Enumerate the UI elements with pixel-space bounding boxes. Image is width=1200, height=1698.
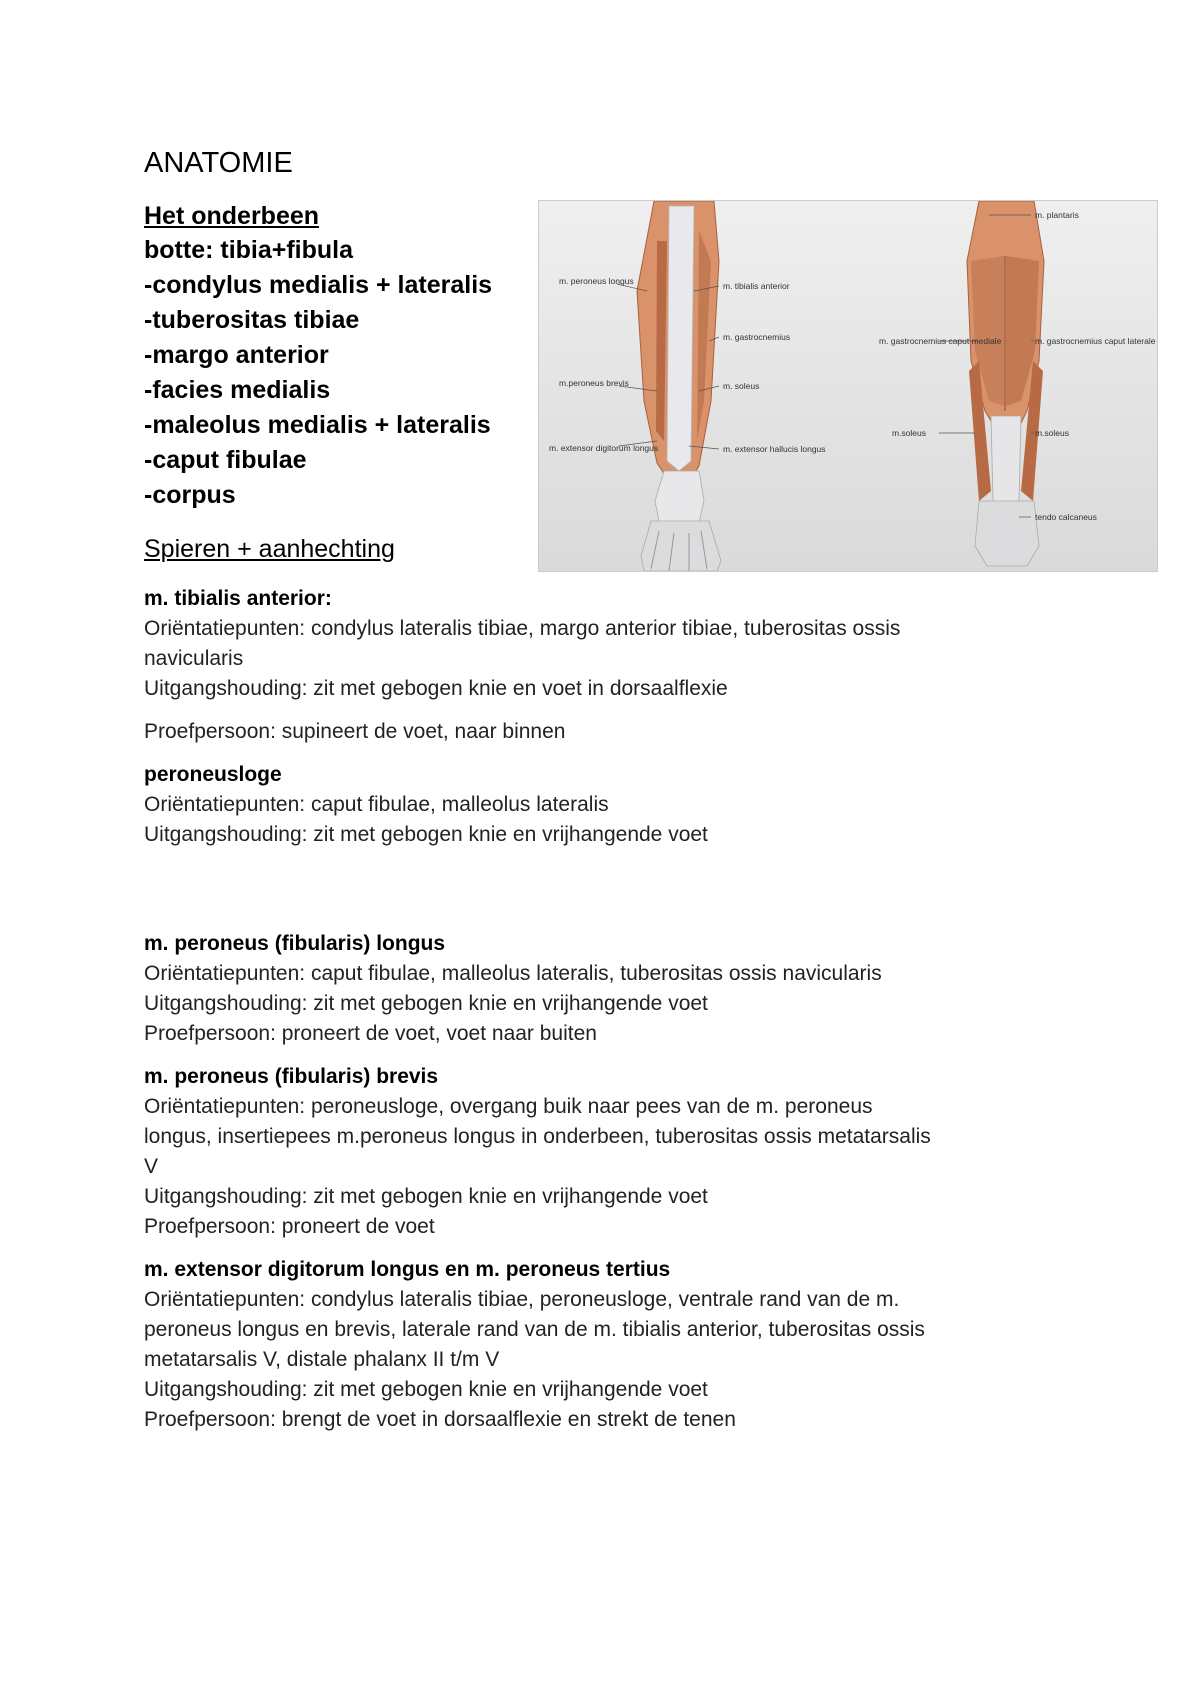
label-peroneus-brevis: m.peroneus brevis (559, 378, 629, 388)
section-heading-onderbeen: Het onderbeen (144, 202, 320, 230)
muscle-line: Uitgangshouding: zit met gebogen knie en vrijhangende voet (144, 823, 708, 846)
list-item: -margo anterior (144, 341, 329, 369)
back-leg-drawing (967, 201, 1044, 566)
muscle-line: Uitgangshouding: zit met gebogen knie en vrijhangende voet (144, 1378, 708, 1401)
list-item: -caput fibulae (144, 446, 307, 474)
blank-space (144, 863, 1074, 929)
label-peroneus-longus: m. peroneus longus (559, 276, 634, 286)
list-item: -corpus (144, 481, 236, 509)
muscle-line: Proefpersoon: supineert de voet, naar binnen (144, 720, 566, 743)
label-tibialis-anterior: m. tibialis anterior (723, 281, 790, 291)
muscle-title: m. peroneus (fibularis) brevis (144, 1065, 439, 1088)
muscle-line: Proefpersoon: proneert de voet, voet naar buiten (144, 1022, 597, 1045)
muscle-descriptions (144, 584, 1074, 1448)
muscle-line: Oriëntatiepunten: caput fibulae, malleolus lateralis, tuberositas ossis navicularis (144, 962, 882, 985)
leg-muscle-illustration (538, 200, 1158, 572)
muscle-peroneusloge (144, 760, 1074, 850)
muscle-peroneus-brevis (144, 1062, 1074, 1242)
label-tendo-calcaneus: tendo calcaneus (1035, 512, 1097, 522)
list-item: -tuberositas tibiae (144, 306, 360, 334)
muscle-title: peroneusloge (144, 763, 282, 786)
bone-landmark-list (144, 268, 544, 513)
muscle-line: V (144, 1155, 159, 1178)
label-gastrocnemius: m. gastrocnemius (723, 332, 791, 342)
label-plantaris: m. plantaris (1035, 210, 1079, 220)
leg-muscle-drawing (539, 201, 1157, 571)
muscle-tibialis-anterior (144, 584, 1074, 704)
front-leg-drawing (637, 201, 721, 571)
list-item: -facies medialis (144, 376, 331, 404)
muscle-line: peroneus longus en brevis, laterale rand van de m. tibialis anterior, tuberositas ossis (144, 1318, 925, 1341)
muscle-peroneus-longus (144, 929, 1074, 1049)
label-gastrocnemius-caput-mediale: m. gastrocnemius caput mediale (879, 336, 1002, 346)
muscle-line: metatarsalis V, distale phalanx II t/m V (144, 1348, 500, 1371)
muscle-title: m. peroneus (fibularis) longus (144, 932, 446, 955)
muscle-line: Oriëntatiepunten: condylus lateralis tibiae, peroneusloge, ventrale rand van de m. (144, 1288, 900, 1311)
muscle-line: Uitgangshouding: zit met gebogen knie en vrijhangende voet (144, 992, 708, 1015)
muscle-line: Oriëntatiepunten: caput fibulae, malleolus lateralis (144, 793, 609, 816)
muscle-line: Uitgangshouding: zit met gebogen knie en vrijhangende voet (144, 1185, 708, 1208)
section-heading-spieren: Spieren + aanhechting (144, 535, 395, 563)
document-title: ANATOMIE (144, 147, 293, 179)
bone-intro: botte: tibia+fibula (144, 236, 354, 264)
label-gastrocnemius-caput-laterale: m. gastrocnemius caput laterale (1035, 336, 1156, 346)
muscle-title: m. extensor digitorum longus en m. peroneus tertius (144, 1258, 671, 1281)
muscle-line: longus, insertiepees m.peroneus longus in onderbeen, tuberositas ossis metatarsalis (144, 1125, 931, 1148)
muscle-line: Oriëntatiepunten: condylus lateralis tibiae, margo anterior tibiae, tuberositas ossis (144, 617, 901, 640)
label-soleus-back-right: m.soleus (1035, 428, 1070, 438)
muscle-line: navicularis (144, 647, 244, 670)
muscle-line: Uitgangshouding: zit met gebogen knie en voet in dorsaalflexie (144, 677, 728, 700)
muscle-title: m. tibialis anterior: (144, 587, 332, 610)
bone-section (144, 199, 544, 513)
muscle-line: Oriëntatiepunten: peroneusloge, overgang buik naar pees van de m. peroneus (144, 1095, 873, 1118)
muscle-proefpersoon-block (144, 717, 1074, 747)
list-item: -condylus medialis + lateralis (144, 271, 493, 299)
muscle-extensor-digitorum-longus (144, 1255, 1074, 1435)
muscle-line: Proefpersoon: brengt de voet in dorsaalflexie en strekt de tenen (144, 1408, 736, 1431)
label-soleus-back-left: m.soleus (892, 428, 927, 438)
list-item: -maleolus medialis + lateralis (144, 411, 491, 439)
label-soleus-front: m. soleus (723, 381, 760, 391)
muscle-line: Proefpersoon: proneert de voet (144, 1215, 435, 1238)
label-extensor-hallucis-longus: m. extensor hallucis longus (723, 444, 826, 454)
label-extensor-digitorum-longus: m. extensor digitorum longus (549, 443, 659, 453)
